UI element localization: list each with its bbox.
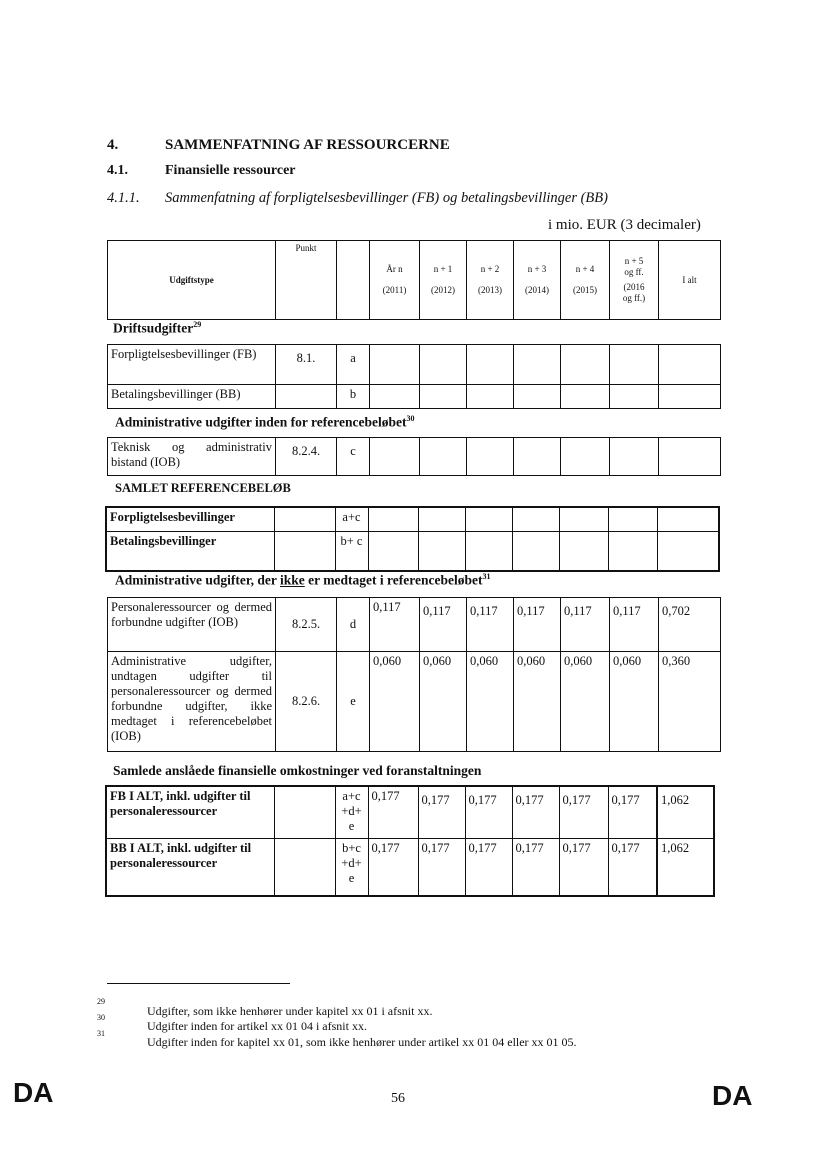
heading-title-1: SAMMENFATNING AF RESSOURCERNE <box>165 137 450 153</box>
samlet-table <box>105 506 720 572</box>
footnote-number: 29 <box>97 997 105 1006</box>
admin-table <box>107 437 721 476</box>
value-cell: 0,060 <box>610 652 659 752</box>
col-punkt: Punkt <box>276 241 337 320</box>
col-year-1: n + 1 (2012) <box>420 241 467 320</box>
value-cell: 0,177 <box>368 838 418 896</box>
col-year-2: n + 2 (2013) <box>467 241 514 320</box>
value-cell: 0,177 <box>608 786 657 838</box>
row-code: d <box>337 598 370 652</box>
value-cell: 0,177 <box>418 838 465 896</box>
heading-num-1: 4. <box>107 137 119 153</box>
value-cell: 0,177 <box>512 786 559 838</box>
col-year-5: n + 5 og ff. (2016 og ff.) <box>610 241 659 320</box>
row-code: c <box>337 438 370 476</box>
row-punkt: 8.2.4. <box>276 438 337 476</box>
section-admin: Administrative udgifter inden for referencebeløbet$^{30}$ <box>115 414 415 430</box>
value-cell: 0,060 <box>514 652 561 752</box>
col-code <box>337 241 370 320</box>
value-cell: 0,177 <box>368 786 418 838</box>
value-cell: 0,177 <box>465 838 512 896</box>
row-punkt: 8.2.6. <box>276 652 337 752</box>
row-type: Forpligtelsesbevillinger <box>106 507 274 531</box>
row-code: a+c <box>335 507 368 531</box>
section-drift: Driftsudgifter$^{29}$ <box>113 320 202 336</box>
footnote-number: 31 <box>97 1029 105 1038</box>
unit-note: i mio. EUR (3 decimaler) <box>548 217 701 233</box>
section-samlet: SAMLET REFERENCEBELØB <box>115 481 291 495</box>
heading-title-2: Finansielle ressourcer <box>165 163 296 178</box>
row-punkt: 8.2.5. <box>276 598 337 652</box>
value-cell: 0,060 <box>467 652 514 752</box>
col-year-3: n + 3 (2014) <box>514 241 561 320</box>
ikke-table <box>107 597 721 752</box>
value-cell: 0,117 <box>420 598 467 652</box>
row-code: a <box>337 345 370 385</box>
value-cell: 0,177 <box>559 838 608 896</box>
footnote-text: Udgifter inden for artikel xx 01 04 i afsnit xx. <box>147 1019 367 1033</box>
total-cell: 0,360 <box>659 652 721 752</box>
footnote-separator <box>107 983 290 984</box>
row-type: Teknisk og administrativ bistand (IOB) <box>108 438 276 476</box>
row-type: Administrative udgifter, undtagen udgifter til personaleressourcer og dermed forbundne udgifter, ikke medtaget i referencebeløbet (IOB) <box>108 652 276 752</box>
col-udgiftstype: Udgiftstype <box>108 241 276 320</box>
row-type: Betalingsbevillinger (BB) <box>108 385 276 409</box>
row-code: b+ c <box>335 531 368 571</box>
total-table <box>105 785 715 897</box>
value-cell: 0,117 <box>610 598 659 652</box>
value-cell: 0,117 <box>370 598 420 652</box>
row-type: BB I ALT, inkl. udgifter til personaleressourcer <box>106 838 274 896</box>
value-cell: 0,117 <box>561 598 610 652</box>
drift-table <box>107 344 721 409</box>
heading-title-3: Sammenfatning af forpligtelsesbevillinger (FB) og betalingsbevillinger (BB) <box>165 190 608 206</box>
row-code: a+c +d+ e <box>335 786 368 838</box>
footnote-text: Udgifter inden for kapitel xx 01, som ikke henhører under artikel xx 01 04 eller xx 01 05. <box>147 1035 577 1049</box>
row-punkt: 8.1. <box>276 345 337 385</box>
heading-num-2: 4.1. <box>107 163 128 178</box>
value-cell: 0,177 <box>559 786 608 838</box>
total-cell: 1,062 <box>657 838 714 896</box>
footer-language-left: DA <box>13 1077 54 1108</box>
col-total: I alt <box>659 241 721 320</box>
header-table <box>107 240 721 320</box>
row-type: FB I ALT, inkl. udgifter til personaleressourcer <box>106 786 274 838</box>
row-punkt <box>276 385 337 409</box>
row-code: b <box>337 385 370 409</box>
page-number: 56 <box>391 1091 405 1106</box>
footer-language-right: DA <box>712 1080 753 1111</box>
total-cell: 0,702 <box>659 598 721 652</box>
section-total: Samlede anslåede finansielle omkostninger ved foranstaltningen <box>113 763 482 778</box>
row-type: Forpligtelsesbevillinger (FB) <box>108 345 276 385</box>
value-cell: 0,177 <box>465 786 512 838</box>
value-cell: 0,177 <box>608 838 657 896</box>
footnote-number: 30 <box>97 1013 105 1022</box>
value-cell: 0,060 <box>370 652 420 752</box>
row-code: e <box>337 652 370 752</box>
row-code: b+c +d+ e <box>335 838 368 896</box>
col-year-0: År n (2011) <box>370 241 420 320</box>
value-cell: 0,177 <box>512 838 559 896</box>
section-ikke: Administrative udgifter, der ikke er medtaget i referencebeløbet$^{31}$ <box>115 572 491 588</box>
value-cell: 0,177 <box>418 786 465 838</box>
row-type: Betalingsbevillinger <box>106 531 274 571</box>
col-year-4: n + 4 (2015) <box>561 241 610 320</box>
footnote-text: Udgifter, som ikke henhører under kapitel xx 01 i afsnit xx. <box>147 1004 433 1018</box>
value-cell: 0,060 <box>420 652 467 752</box>
value-cell: 0,117 <box>514 598 561 652</box>
heading-num-3: 4.1.1. <box>107 190 140 206</box>
value-cell: 0,060 <box>561 652 610 752</box>
row-type: Personaleressourcer og dermed forbundne udgifter (IOB) <box>108 598 276 652</box>
total-cell: 1,062 <box>657 786 714 838</box>
value-cell: 0,117 <box>467 598 514 652</box>
